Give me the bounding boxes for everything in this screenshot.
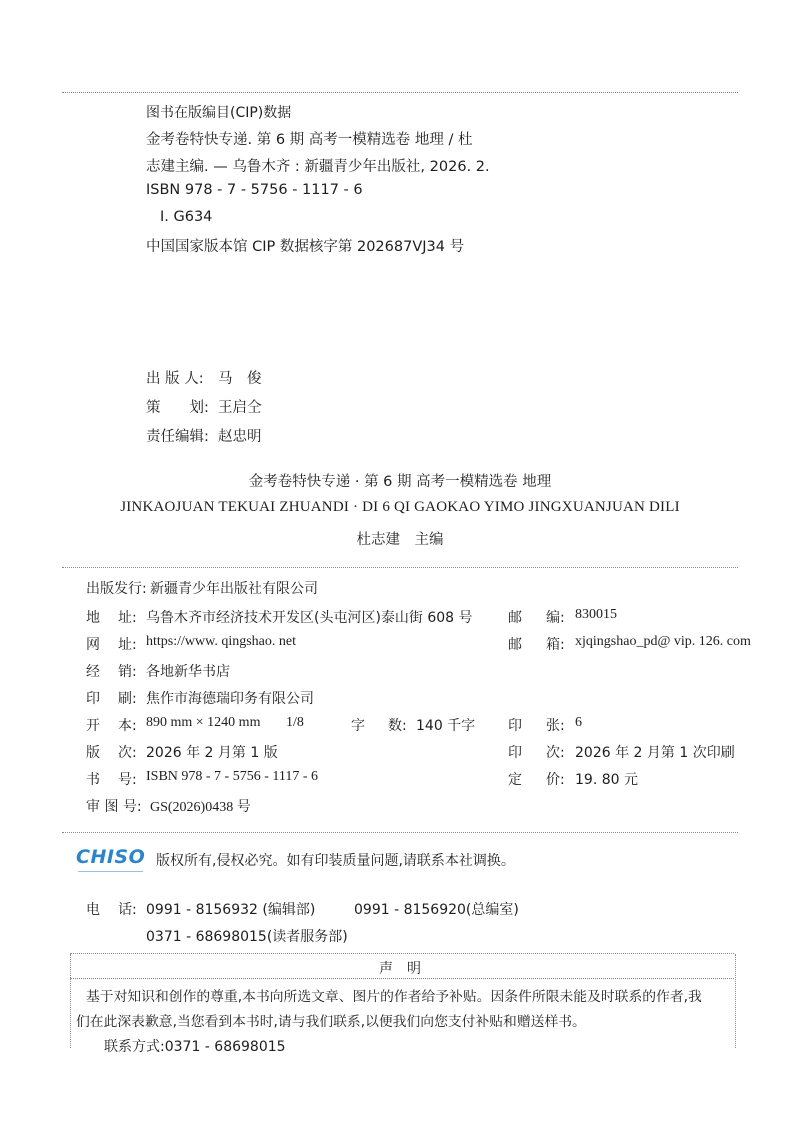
sheets-label-a: 印 bbox=[508, 718, 522, 734]
phone-label-b: 话: bbox=[118, 902, 137, 918]
statement-title: 声 明 bbox=[379, 961, 421, 977]
web-label-b: 址: bbox=[118, 637, 137, 653]
isbn-label-a: 书 bbox=[86, 772, 100, 788]
editor-label: 责任编辑: bbox=[146, 429, 209, 445]
price-label-a: 定 bbox=[508, 772, 522, 788]
words-label-b: 数: bbox=[388, 718, 407, 734]
cip-title: 图书在版编目(CIP)数据 bbox=[146, 105, 292, 121]
cip-line-1: 金考卷特快专递. 第 6 期 高考一模精选卷 地理 / 杜 bbox=[146, 132, 473, 148]
planner-name: 王启仝 bbox=[218, 400, 262, 416]
map-value: GS(2026)0438 号 bbox=[150, 800, 251, 815]
impression-label-b: 次: bbox=[546, 745, 565, 761]
issuer-value: 新疆青少年出版社有限公司 bbox=[150, 581, 318, 597]
editor-name: 赵忠明 bbox=[218, 429, 262, 445]
book-title: 金考卷特快专递 · 第 6 期 高考一模精选卷 地理 bbox=[248, 474, 552, 490]
isbn-label-b: 号: bbox=[118, 772, 137, 788]
statement-line-1: 基于对知识和创作的尊重,本书向所选文章、图片的作者给予补贴。因条件所限未能及时联系的作者,我 bbox=[86, 989, 702, 1005]
impression-value: 2026 年 2 月第 1 次印刷 bbox=[575, 745, 735, 761]
phone-chief-office: 0991 - 8156920(总编室) bbox=[354, 902, 519, 918]
post-label-a: 邮 bbox=[508, 610, 522, 626]
price-label-b: 价: bbox=[546, 772, 565, 788]
print-label-b: 刷: bbox=[118, 691, 137, 707]
print-label-a: 印 bbox=[86, 691, 100, 707]
post-label-b: 编: bbox=[546, 610, 565, 626]
mail-label-a: 邮 bbox=[508, 637, 522, 653]
sheets-label-b: 张: bbox=[546, 718, 565, 734]
web-value[interactable]: https://www. qingshao. net bbox=[146, 634, 296, 649]
cip-line-2: 志建主编. — 乌鲁木齐 : 新疆青少年出版社, 2026. 2. bbox=[146, 159, 490, 175]
format-split: 1/8 bbox=[286, 715, 304, 730]
edition-label-b: 次: bbox=[118, 745, 137, 761]
book-title-pinyin: JINKAOJUAN TEKUAI ZHUANDI · DI 6 QI GAOKAO YIMO JINGXUANJUAN DILI bbox=[120, 499, 680, 515]
address-value: 乌鲁木齐市经济技术开发区(头屯河区)泰山街 608 号 bbox=[146, 610, 473, 626]
rights-divider bbox=[62, 832, 738, 833]
dist-value: 各地新华书店 bbox=[146, 664, 230, 680]
dist-label-b: 销: bbox=[118, 664, 137, 680]
web-label-a: 网 bbox=[86, 637, 100, 653]
format-label-b: 本: bbox=[118, 718, 137, 734]
words-value: 140 千字 bbox=[416, 718, 476, 734]
sheets-value: 6 bbox=[575, 715, 582, 730]
phone-label-a: 电 bbox=[86, 902, 100, 918]
brand-logo: CHISO bbox=[76, 846, 146, 868]
cip-class: Ⅰ. G634 bbox=[160, 209, 213, 225]
format-label-a: 开 bbox=[86, 718, 100, 734]
mail-value[interactable]: xjqingshao_pd@ vip. 126. com bbox=[575, 634, 751, 649]
top-divider bbox=[62, 92, 738, 93]
post-value: 830015 bbox=[575, 607, 617, 622]
publication-divider bbox=[62, 567, 738, 568]
statement-line-2: 们在此深表歉意,当您看到本书时,请与我们联系,以便我们向您支付补贴和赠送样书。 bbox=[76, 1014, 586, 1030]
address-label-b: 址: bbox=[118, 610, 137, 626]
map-label: 审 图 号: bbox=[86, 799, 142, 815]
impression-label-a: 印 bbox=[508, 745, 522, 761]
phone-reader-service: 0371 - 68698015(读者服务部) bbox=[146, 929, 348, 945]
rights-notice: 版权所有,侵权必究。如有印装质量问题,请联系本社调换。 bbox=[156, 853, 515, 869]
phone-editorial: 0991 - 8156932 (编辑部) bbox=[146, 902, 316, 918]
print-value: 焦作市海德瑞印务有限公司 bbox=[146, 691, 314, 707]
planner-label: 策 划: bbox=[146, 400, 209, 416]
cip-isbn: ISBN 978 - 7 - 5756 - 1117 - 6 bbox=[146, 182, 363, 198]
isbn-value: ISBN 978 - 7 - 5756 - 1117 - 6 bbox=[146, 769, 319, 784]
format-value: 890 mm × 1240 mm bbox=[146, 715, 261, 730]
price-value: 19. 80 元 bbox=[575, 772, 638, 788]
edition-label-a: 版 bbox=[86, 745, 100, 761]
words-label-a: 字 bbox=[351, 718, 365, 734]
statement-title-divider bbox=[70, 978, 734, 979]
mail-label-b: 箱: bbox=[546, 637, 565, 653]
cip-record: 中国国家版本馆 CIP 数据核字第 202687VJ34 号 bbox=[146, 239, 465, 255]
statement-contact: 联系方式:0371 - 68698015 bbox=[104, 1039, 286, 1055]
publisher-label: 出 版 人: bbox=[146, 371, 204, 387]
publisher-name: 马 俊 bbox=[218, 371, 262, 387]
book-editor: 杜志建 主编 bbox=[356, 532, 444, 548]
edition-value: 2026 年 2 月第 1 版 bbox=[146, 745, 278, 761]
issuer-label: 出版发行: bbox=[86, 581, 147, 597]
address-label-a: 地 bbox=[86, 610, 100, 626]
dist-label-a: 经 bbox=[86, 664, 100, 680]
